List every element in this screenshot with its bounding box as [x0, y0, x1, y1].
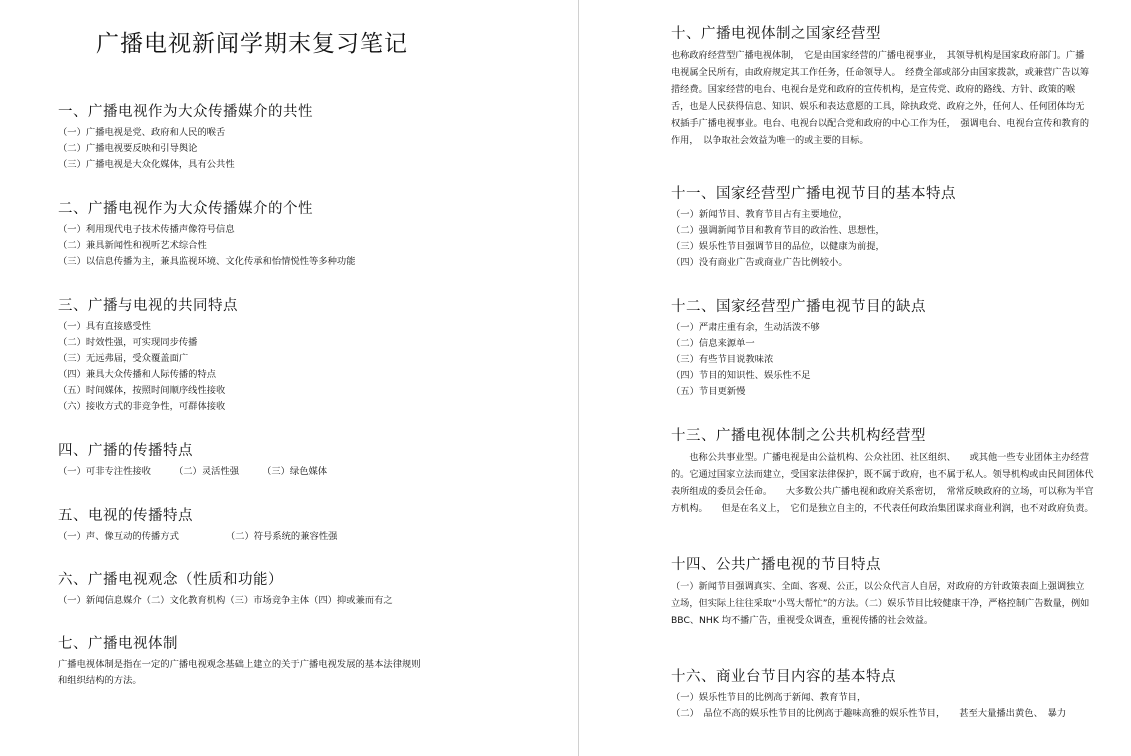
- list-item: （一）广播电视是党、政府和人民的喉舌: [58, 127, 226, 138]
- list-item: （二）符号系统的兼容性强: [225, 531, 338, 542]
- list-item: （一）可非专注性接收: [58, 466, 151, 477]
- section-heading: 五、电视的传播特点: [58, 508, 193, 524]
- section-16: [671, 665, 1066, 722]
- page-title: 广播电视新闻学期末复习笔记: [96, 31, 408, 57]
- section-heading: 十二、国家经营型广播电视节目的缺点: [671, 299, 926, 315]
- list-item: （三）无远弗届，受众覆盖面广: [58, 353, 189, 364]
- list-item: （二）强调新闻节目和教育节目的政治性、思想性，: [671, 225, 885, 236]
- list-item: （四）节目的知识性、娱乐性不足: [671, 370, 811, 381]
- list-item: （二）灵活性强: [173, 466, 240, 477]
- list-item: （四）没有商业广告或商业广告比例较小。: [671, 257, 848, 268]
- section-1: [58, 100, 313, 173]
- section-text-line: 和组织结构的方法。: [58, 675, 142, 686]
- section-heading: 十六、商业台节目内容的基本特点: [671, 669, 896, 685]
- section-paragraph: （一）新闻节目强调真实、全面、客观、公正，以公众代言人自居，对政府的方针政策表面上强调独立立场，但实际上往往采取“小骂大帮忙”的方法。（二）娱乐节目比较健康干净，严格控制广告数量，例如 BBC、NHK 均不播广告，重视受众调查，重视传播的社会效益。: [671, 581, 1108, 626]
- section-heading: 十、广播电视体制之国家经营型: [671, 26, 881, 42]
- section-heading: 十一、国家经营型广播电视节目的基本特点: [671, 186, 956, 202]
- list-item: （二） 品位不高的娱乐性节目的比例高于趣味高雅的娱乐性节目， 甚至大量播出黄色、 暴力: [671, 708, 1067, 719]
- list-item: （一）声、像互动的传播方式: [58, 531, 179, 542]
- section-paragraph: 也称政府经营型广播电视体制， 它是由国家经营的广播电视事业， 其领导机构是国家政府部门。广播电视属全民所有，由政府规定其工作任务，任命领导人。 经费全部或部分由国家拨款，或兼营广告以筹措经费。国家经营的电台、电视台是党和政府的宣传机构，是宣传党、政府的路线、方针、政策的喉舌，也是人民获得信息、知识、娱乐和表达意愿的工具，除执政党、政府之外，任何人、任何团体均无权插手广播电视事业。电台、电视台以配合党和政府的中心工作为任， 强调电台、电视台宣传和教育的作用， 以争取社会效益为唯一的或主要的目标。: [671, 50, 1090, 146]
- list-item: （二）信息来源单一: [671, 338, 755, 349]
- section-text-line: 广播电视体制是指在一定的广播电视观念基础上建立的关于广播电视发展的基本法律规则: [58, 659, 421, 670]
- list-item: （二）广播电视要反映和引导舆论: [58, 143, 198, 154]
- list-item: （一）新闻节目、教育节目占有主要地位，: [671, 209, 848, 220]
- section-4: [58, 439, 347, 480]
- list-item: （二）时效性强，可实现同步传播: [58, 337, 198, 348]
- section-7: [58, 632, 421, 689]
- section-heading: 十四、公共广播电视的节目特点: [671, 557, 881, 573]
- section-heading: 六、广播电视观念（性质和功能）: [58, 572, 283, 588]
- list-item: （四）兼具大众传播和人际传播的特点: [58, 369, 217, 380]
- list-item: （二）兼具新闻性和视听艺术综合性: [58, 240, 207, 251]
- section-6: [58, 568, 393, 609]
- list-item: （一）具有直接感受性: [58, 321, 151, 332]
- list-item: （三）有些节目说教味浓: [671, 354, 774, 365]
- list-item: （五）时间媒体，按照时间顺序线性接收: [58, 385, 226, 396]
- inline-list: [58, 464, 347, 480]
- list-item: （一）娱乐性节目的比例高于新闻、教育节目，: [671, 692, 867, 703]
- section-11: [671, 182, 956, 271]
- section-12: [671, 295, 926, 400]
- section-heading: 十三、广播电视体制之公共机构经营型: [671, 428, 926, 444]
- section-heading: 二、广播电视作为大众传播媒介的个性: [58, 201, 313, 217]
- section-heading: 七、广播电视体制: [58, 636, 178, 652]
- page-divider: [578, 0, 579, 756]
- list-item: （三）广播电视是大众化媒体，具有公共性: [58, 159, 235, 170]
- section-paragraph: 也称公共事业型。广播电视是由公益机构、公众社团、社区组织、 或其他一些专业团体主办经营的。它通过国家立法而建立，受国家法律保护，既不属于政府，也不属于私人。领导机构或由民间团体代表所组成的委员会任命。 大多数公共广播电视和政府关系密切， 常常反映政府的立场，可以称为半官方机构。 但是在名义上， 它们是独立自主的，不代表任何政治集团谋求商业利润，也不对政府负责。: [671, 452, 1094, 514]
- section-heading: 一、广播电视作为大众传播媒介的共性: [58, 104, 313, 120]
- section-10: [671, 22, 1091, 149]
- list-item: （五）节目更新慢: [671, 386, 746, 397]
- section-heading: 三、广播与电视的共同特点: [58, 298, 238, 314]
- list-item: （一）严肃庄重有余，生动活泼不够: [671, 322, 820, 333]
- section-5: [58, 504, 357, 545]
- section-14: [671, 553, 1108, 629]
- list-item: （三）绿色媒体: [262, 466, 328, 477]
- list-item: （六）接收方式的非竞争性，可群体接收: [58, 401, 226, 412]
- section-text: （一）新闻信息媒介（二）文化教育机构（三）市场竞争主体（四）抑或兼而有之: [58, 595, 393, 606]
- section-13: [671, 424, 1096, 517]
- list-item: （三）以信息传播为主，兼具监视环境、文化传承和怡情悦性等多种功能: [58, 256, 356, 267]
- section-2: [58, 197, 356, 270]
- section-3: [58, 294, 238, 415]
- section-heading: 四、广播的传播特点: [58, 443, 193, 459]
- list-item: （一）利用现代电子技术传播声像符号信息: [58, 224, 235, 235]
- list-item: （三）娱乐性节目强调节目的品位，以健康为前提，: [671, 241, 885, 252]
- inline-list: [58, 529, 357, 545]
